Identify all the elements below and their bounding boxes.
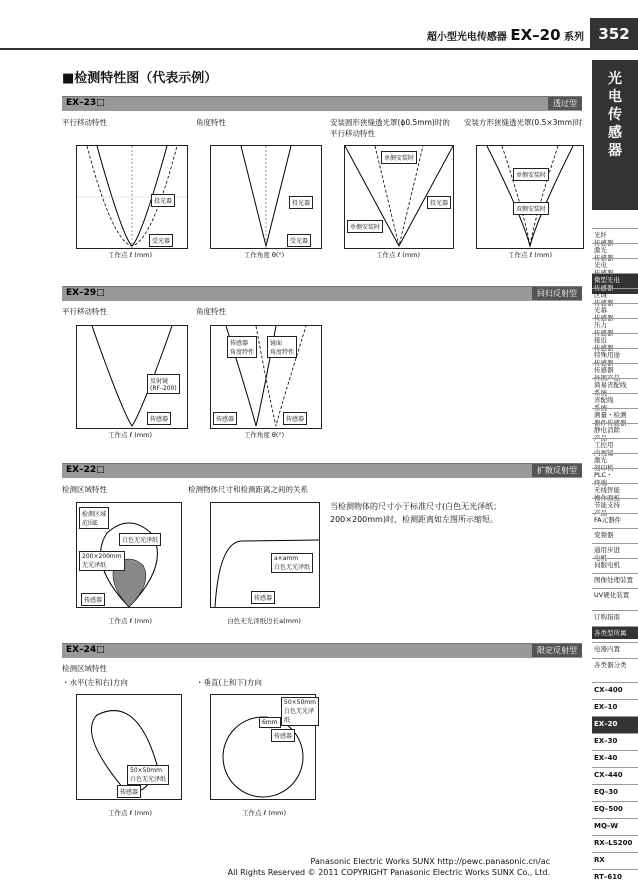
sidebar-item[interactable]: 测量・检测 器件传感器: [592, 408, 638, 429]
section-bar-ex29: [62, 286, 582, 301]
sidebar-item[interactable]: 各类器分类: [592, 658, 638, 671]
series-tab[interactable]: CX–400: [592, 682, 638, 699]
chart-ex22-area: [76, 502, 182, 608]
paper-size-label: 200×200mm 无光泽纸: [79, 551, 125, 571]
footer-line: Panasonic Electric Works SUNX http://pewc.panasonic.cn/ac: [310, 857, 550, 866]
sidebar-item[interactable]: 图像处理装置: [592, 573, 638, 586]
section-name: EX–24□: [66, 645, 105, 655]
sidebar-item[interactable]: 变频器: [592, 528, 638, 541]
size-label: 6mm: [259, 717, 281, 728]
sensor-angle-label: 传感器 角度特性: [227, 336, 257, 358]
series-tab[interactable]: CX–440: [592, 767, 638, 784]
sidebar-item[interactable]: 电器内置: [592, 642, 638, 655]
chart-title: 检测区域特性: [62, 664, 107, 673]
chart-title: 安装方形狭缝透光罩(0.5×3mm)时: [464, 118, 583, 127]
sidebar-item[interactable]: 激光 传感器: [592, 243, 638, 264]
paper-label: 50×50mm 白色无光泽纸: [127, 765, 169, 785]
section-name: EX–23□: [66, 98, 105, 108]
sidebar-item[interactable]: 订购指南: [592, 610, 638, 623]
both-side-label: 双侧安装时: [513, 202, 549, 215]
chart-title: 角度特性: [196, 307, 226, 316]
chart-ex23-square-slit: [476, 145, 584, 249]
chart-title: 平行移动特性: [62, 118, 107, 127]
sidebar-item[interactable]: FA元器件: [592, 513, 638, 526]
paper-label: 白色无光泽纸: [119, 533, 161, 546]
sidebar-item[interactable]: 激光 刻印机: [592, 453, 638, 474]
x-axis-label: 工作角度 θ(°): [243, 251, 285, 259]
x-axis-label: 白色无光泽纸边长a(mm): [227, 617, 301, 625]
footer: [180, 856, 550, 878]
series-tab[interactable]: EX–10: [592, 699, 638, 716]
section-tag: 限定反射型: [532, 644, 582, 657]
chart-title: 平行移动特性: [62, 307, 107, 316]
sidebar-item[interactable]: 光电: [592, 258, 638, 279]
section-name: EX–29□: [66, 288, 105, 298]
x-axis-label: 工作点 ℓ (mm): [107, 431, 153, 439]
one-side-label: 单侧安装时: [513, 168, 549, 181]
sensor-label: 传感器: [81, 593, 105, 606]
series-tab[interactable]: RT–610: [592, 869, 638, 886]
chart-ex23-angle: [210, 145, 322, 249]
section-tag: 透过型: [548, 97, 582, 110]
section-tag: 回归反射型: [532, 287, 582, 300]
paper-label: 50×50mm 白色无光泽纸: [281, 697, 319, 726]
chart-title: 检测区域特性: [62, 485, 107, 494]
chart-ex24-horizontal: [76, 694, 182, 800]
section-name: EX–22□: [66, 465, 105, 475]
sensor-label: 传感器: [251, 591, 275, 604]
series-tab[interactable]: EQ–30: [592, 784, 638, 801]
series-tab[interactable]: EQ–500: [592, 801, 638, 818]
chart-ex23-round-slit: [344, 145, 454, 249]
sidebar-item[interactable]: 省配线 系统: [592, 393, 638, 414]
emitter-label: 投光器: [289, 196, 313, 209]
sidebar-item[interactable]: 伺服电机: [592, 558, 638, 571]
series-tab[interactable]: RX: [592, 852, 638, 869]
x-axis-label: 工作点 ℓ (mm): [241, 809, 287, 817]
section-bar-ex24: [62, 643, 582, 658]
sensor-label: 传感器: [117, 785, 141, 798]
sensor-label: 传感器: [147, 412, 171, 425]
sidebar-item[interactable]: 无线智能 操作面板: [592, 483, 638, 504]
chart-title: ・垂直(上和下)方向: [196, 678, 262, 687]
emitter-label: 投光器: [151, 194, 175, 207]
sidebar-item[interactable]: 特殊用途 传感器: [592, 348, 638, 369]
main-title: ■检测特性图（代表示例）: [62, 71, 218, 86]
x-axis-label: 工作点 ℓ (mm): [107, 251, 153, 259]
section-tag: 扩散反射型: [532, 464, 582, 477]
sidebar-item[interactable]: 节能支持 产品: [592, 498, 638, 519]
x-axis-label: 工作点 ℓ (mm): [507, 251, 553, 259]
sidebar-item[interactable]: 各类型所属: [592, 626, 638, 639]
detection-range-label: 检测区域 范围E: [79, 507, 109, 529]
header-title: 超小型光电传感器 EX–20 系列: [426, 26, 584, 44]
chart-ex29-parallel: [76, 325, 188, 429]
chart-title: 检测物体尺寸和检测距离之间的关系: [188, 485, 308, 494]
side-title: 光 电 传 感 器: [592, 60, 638, 210]
sidebar-item[interactable]: 静电消除 产品: [592, 423, 638, 444]
series-tab[interactable]: EX–40: [592, 750, 638, 767]
series-tab[interactable]: MQ–W: [592, 818, 638, 835]
sensor-label: 传感器: [283, 412, 307, 425]
sensor-label: 传感器: [271, 729, 295, 742]
note-text: 当检测物体的尺寸小于标准尺寸(白色无光泽纸；200×200mm)时，检测距离如左图所示缩短。: [330, 502, 502, 524]
x-axis-label: 工作点 ℓ (mm): [375, 251, 421, 259]
one-side-label: 单侧安装时: [381, 151, 417, 164]
chart-ex23-parallel: [76, 145, 188, 249]
sidebar-item[interactable]: 接近 传感器: [592, 333, 638, 354]
axb-label: a×amm 白色无光泽纸: [271, 553, 313, 573]
chart-title: 角度特性: [196, 118, 226, 127]
sidebar-item[interactable]: PLC・ 终端: [592, 468, 638, 489]
chart-ex24-vertical: [210, 694, 316, 800]
receiver-label: 受光器: [149, 234, 173, 247]
sidebar-item[interactable]: 光纤 传感器: [592, 228, 638, 249]
section-bar-ex22: [62, 463, 582, 478]
page-number: 352: [590, 18, 638, 50]
sidebar-item[interactable]: 简易省配线 系统: [592, 378, 638, 399]
one-side-label: 单侧安装时: [347, 220, 383, 233]
sidebar-item[interactable]: 压力 传感器: [592, 318, 638, 339]
chart-ex29-angle: [210, 325, 322, 429]
sidebar-item[interactable]: 工控用 内视镜: [592, 438, 638, 459]
section-bar-ex23: [62, 96, 582, 111]
chart-ex22-size: [210, 502, 320, 608]
sidebar-item[interactable]: 传感器 外围产品: [592, 363, 638, 384]
page-header: [0, 20, 590, 50]
reflector-label: 反射镜 (RF–200): [147, 374, 180, 394]
sidebar-item[interactable]: 光幕 传感器: [592, 303, 638, 324]
x-axis-label: 工作点 ℓ (mm): [107, 809, 153, 817]
x-axis-label: 工作点 ℓ (mm): [107, 617, 153, 625]
sidebar-item[interactable]: UV硬化装置: [592, 588, 638, 601]
chart-title: 安装圆形狭缝透光罩(ϕ0.5mm)时的 平行移动特性: [330, 118, 450, 138]
sidebar-item[interactable]: 区域 传感器: [592, 288, 638, 309]
sensor-label: 传感器: [213, 412, 237, 425]
sidebar-item[interactable]: 微型光电 传感器: [592, 273, 638, 294]
x-axis-label: 工作角度 θ(°): [243, 431, 285, 439]
series-tab[interactable]: EX–20: [592, 716, 638, 733]
series-tab[interactable]: RX–LS200: [592, 835, 638, 852]
chart-title: ・水平(左和右)方向: [62, 678, 128, 687]
sidebar-item[interactable]: 通用步进 电机: [592, 543, 638, 564]
emitter-label: 投光器: [427, 196, 451, 209]
footer-line: All Rights Reserved © 2011 COPYRIGHT Panasonic Electric Works SUNX Co., Ltd.: [227, 868, 550, 877]
receiver-label: 受光器: [287, 234, 311, 247]
series-tab[interactable]: EX–30: [592, 733, 638, 750]
mirror-angle-label: 镜面 角度特性: [267, 336, 297, 358]
